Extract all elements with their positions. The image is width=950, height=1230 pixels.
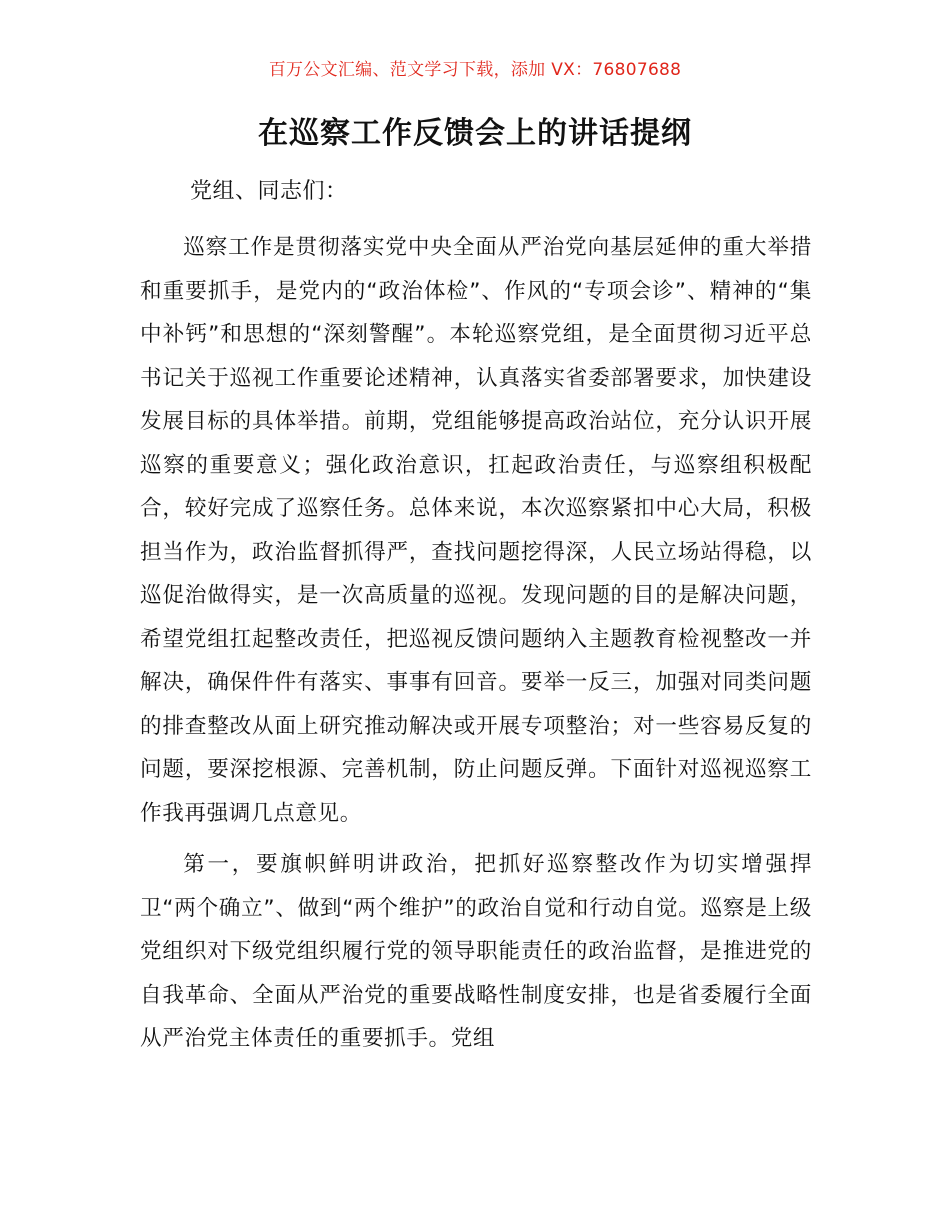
download-banner: 百万公文汇编、范文学习下载，添加 VX：76807688 <box>268 60 682 80</box>
salutation: 党组、同志们： <box>190 179 348 204</box>
page-title: 在巡察工作反馈会上的讲话提纲 <box>258 116 692 151</box>
paragraph-point-one: 第一，要旗帜鲜明讲政治，把抓好巡察整改作为切实增强捍卫“两个确立”、做到“两个维护”的政治自觉和行动自觉。巡察是上级党组织对下级党组织履行党的领导职能责任的政治监督，是推进党的自我革命、全面从严治党的重要战略性制度安排，也是省委履行全面从严治党主体责任的重要抓手。党组 <box>140 852 812 1051</box>
paragraph-intro: 巡察工作是贯彻落实党中央全面从严治党向基层延伸的重大举措和重要抓手，是党内的“政治体检”、作风的“专项会诊”、精神的“集中补钙”和思想的“深刻警醒”。本轮巡察党组，是全面贯彻习近平总书记关于巡视工作重要论述精神，认真落实省委部署要求，加快建设发展目标的具体举措。前期，党组能够提高政治站位，充分认识开展巡察的重要意义；强化政治意识，扛起政治责任，与巡察组积极配合，较好完成了巡察任务。总体来说，本次巡察紧扣中心大局，积极担当作为，政治监督抓得严，查找问题挖得深，人民立场站得稳，以巡促治做得实，是一次高质量的巡视。发现问题的目的是解决问题，希望党组扛起整改责任，把巡视反馈问题纳入主题教育检视整改一并解决，确保件件有落实、事事有回音。要举一反三，加强对同类问题的排查整改从面上研究推动解决或开展专项整治；对一些容易反复的问题，要深挖根源、完善机制，防止问题反弹。下面针对巡视巡察工作我再强调几点意见。 <box>140 235 812 826</box>
document-body <box>140 226 812 1061</box>
